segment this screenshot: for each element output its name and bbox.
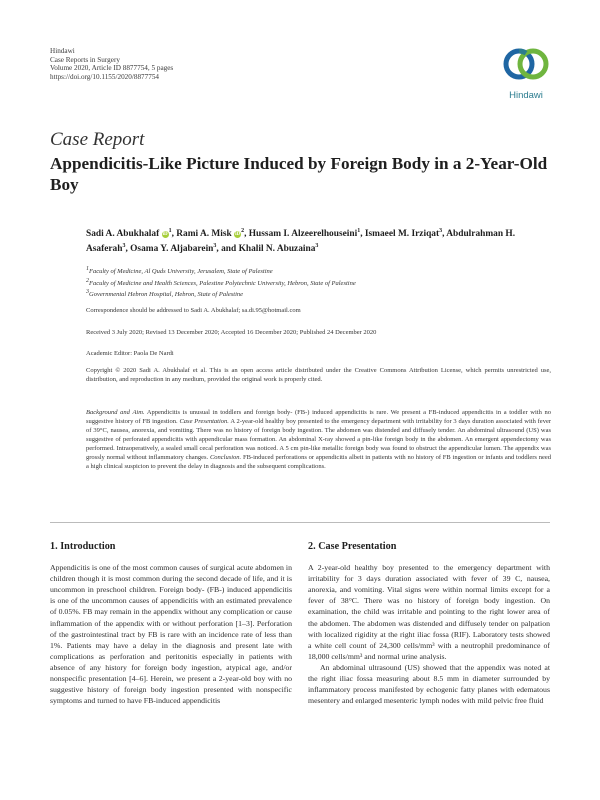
correspondence: Correspondence should be addressed to Sadi A. Abukhalaf; sa.di.95@hotmail.com [86, 307, 301, 314]
affiliation-item [86, 289, 556, 301]
author-name[interactable]: Osama Y. Aljabarein [130, 244, 214, 254]
affiliation-item [86, 266, 556, 278]
author-affiliation-mark: 1 [357, 227, 361, 234]
author-name[interactable]: Ismaeel M. Irziqat [364, 229, 440, 239]
author-affiliation-mark: 3 [213, 242, 217, 249]
author-name[interactable]: Khalil N. Abuzaina [238, 244, 316, 254]
abstract-text: FB-induced perforations or appendicitis albeit in patients with no history of FB ingestion or infants and toddlers need a high clinical suspicion to prevent the delay in diagnosis and the subsequent complications. [86, 454, 552, 470]
affiliation-text: Faculty of Medicine, Al Quds University, Jerusalem, State of Palestine [89, 268, 273, 275]
orcid-icon[interactable]: iD [235, 232, 241, 237]
affiliation-item [86, 278, 556, 290]
section-heading: 2. Case Presentation [308, 541, 397, 552]
abstract-label: Background and Aim. [86, 409, 145, 416]
abstract-text: Appendicitis is unusual in toddlers and foreign body- (FB-) induced appendicitis is rare. We present a FB-induced appendicitis in a toddler with no suggestive history of FB ingestion. [86, 409, 551, 425]
journal-header [50, 47, 173, 81]
academic-editor: Academic Editor: Paola De Nardi [86, 350, 174, 357]
volume-info: Volume 2020, Article ID 8877754, 5 pages [50, 64, 174, 73]
publisher-name: Hindawi [50, 47, 75, 55]
affiliation-number: 2 [86, 277, 89, 284]
author-name[interactable]: Abdulrahman H. Asaferah [86, 229, 516, 254]
author-affiliation-mark: 1 [168, 227, 172, 234]
affiliation-list [86, 266, 556, 301]
abstract-label: Conclusion. [209, 454, 242, 461]
body-paragraph: A 2-year-old healthy boy presented to the emergency department with irritability for 3 days duration associated with fever of 39 C, nausea, anorexia, and vomiting. Vital signs were within normal limits except for a fever of 38°C. There was no history of foreign body ingestion. On examination, the child was irritable and pointing to the right lower area of the abdomen. The abdomen was distended and diffusely tender on palpation with localized rigidity at the right iliac fossa (RIF). Laboratory tests showed a white cell count of 24,300 cells/mm³ with a neutrophil predominance of 18,000 cells/mm³ and normal urine analysis. [308, 563, 550, 661]
copyright-notice: Copyright © 2020 Sadi A. Abukhalaf et al. This is an open access article distributed under the Creative Commons Attribution License, which permits unrestricted use, distribution, and reproduction in any medium, provided the original work is properly cited. [86, 367, 551, 383]
section-heading: 1. Introduction [50, 541, 116, 552]
section-divider [50, 522, 550, 523]
article-title: Appendicitis-Like Picture Induced by Foreign Body in a 2-Year-Old Boy [50, 154, 548, 194]
author-name[interactable]: Sadi A. Abukhalaf [86, 229, 160, 239]
author-name[interactable]: Rami A. Misk [176, 229, 232, 239]
hindawi-logo-text: Hindawi [509, 90, 543, 101]
author-affiliation-mark: 3 [315, 242, 319, 249]
author-name[interactable]: Hussam I. Alzeerelhouseini [248, 229, 358, 239]
abstract-text: A 2-year-old healthy boy presented to the emergency department with irritability for 3 days duration associated with fever of 39°C, nausea, anorexia, and vomiting. There was no history of foreign body ingestion. The abdomen was distended and diffusely tender. An abdominal ultrasound (US) was suggestive of perforated appendicitis with appendicular mass formation. An abdominal X-ray showed a pin-like foreign body in the abdomen. An emergent appendectomy was performed. Intraoperatively, a sealed small cecal perforation was noticed. A 5 cm pin-like metallic foreign body was found to obstruct the appendicular lumen. The appendix was grossly normal without inflammatory changes. [86, 418, 551, 461]
body-paragraph: Appendicitis is one of the most common causes of surgical acute abdomen in children though it is most common during the second decade of life, and it is uncommon in preschool children. Foreign body- (FB-) induced appendicitis is one of the uncommon causes of appendicitis with an estimated prevalence of 0.05%. FB may remain in the appendix without any complication or cause inflammation of the appendix with or without perforation [1–3]. Perforation of the gastrointestinal tract by FB is rare with an incidence rate of less than 1%. Patients may have a delay in the diagnosis and present late with complications as perforation and peritonitis especially in patients with absence of any history for foreign body ingestion, atypical age, and/or nonspecific presentation [4–6]. Herein, we present a 2-year-old boy with no suggestive history of foreign body ingestion presented with nonspecific symptoms and turned to have FB-induced appendicitis [50, 563, 292, 706]
article-kind: Case Report [50, 129, 145, 150]
author-affiliation-mark: 3 [439, 227, 443, 234]
author-affiliation-mark: 2 [241, 227, 245, 234]
authors-conjunction: and [221, 244, 237, 254]
journal-name: Case Reports in Surgery [50, 55, 120, 64]
body-paragraph: An abdominal ultrasound (US) showed that the appendix was noted at the right iliac fossa measuring about 8.5 mm in diameter surrounded by inflammatory process manifested by echogenic fatty planes with edematous mesentery and enlarged mesenteric lymph nodes with mild pelvic free fluid [308, 662, 550, 706]
affiliation-number: 3 [86, 288, 89, 295]
affiliation-text: Governmental Hebron Hospital, Hebron, State of Palestine [89, 291, 244, 298]
orcid-icon[interactable]: iD [162, 232, 168, 237]
affiliation-number: 1 [86, 265, 89, 272]
received-dates: Received 3 July 2020; Revised 13 December 2020; Accepted 16 December 2020; Published 24 December 2020 [86, 329, 377, 336]
case-presentation-section [308, 541, 550, 706]
abstract [86, 408, 551, 471]
author-list: Sadi A. Abukhalaf $iD^1$, Rami A. Misk $iD^2$, Hussam I. Alzeerelhouseini$^1$, Ismaeel M. Irziqat$^3$, Abdulrahman H. Asaferah$^3$, Osama Y. Aljabarein$^3$, and Khalil N. Abuzaina$^3$ [86, 227, 516, 254]
doi-link[interactable]: https://doi.org/10.1155/2020/8877754 [50, 72, 160, 81]
author-affiliation-mark: 3 [122, 242, 126, 249]
introduction-section [50, 541, 292, 706]
abstract-label: Case Presentation. [179, 418, 229, 425]
affiliation-text: Faculty of Medicine and Health Sciences, Palestine Polytechnic University, Hebron, State of Palestine [89, 279, 356, 287]
